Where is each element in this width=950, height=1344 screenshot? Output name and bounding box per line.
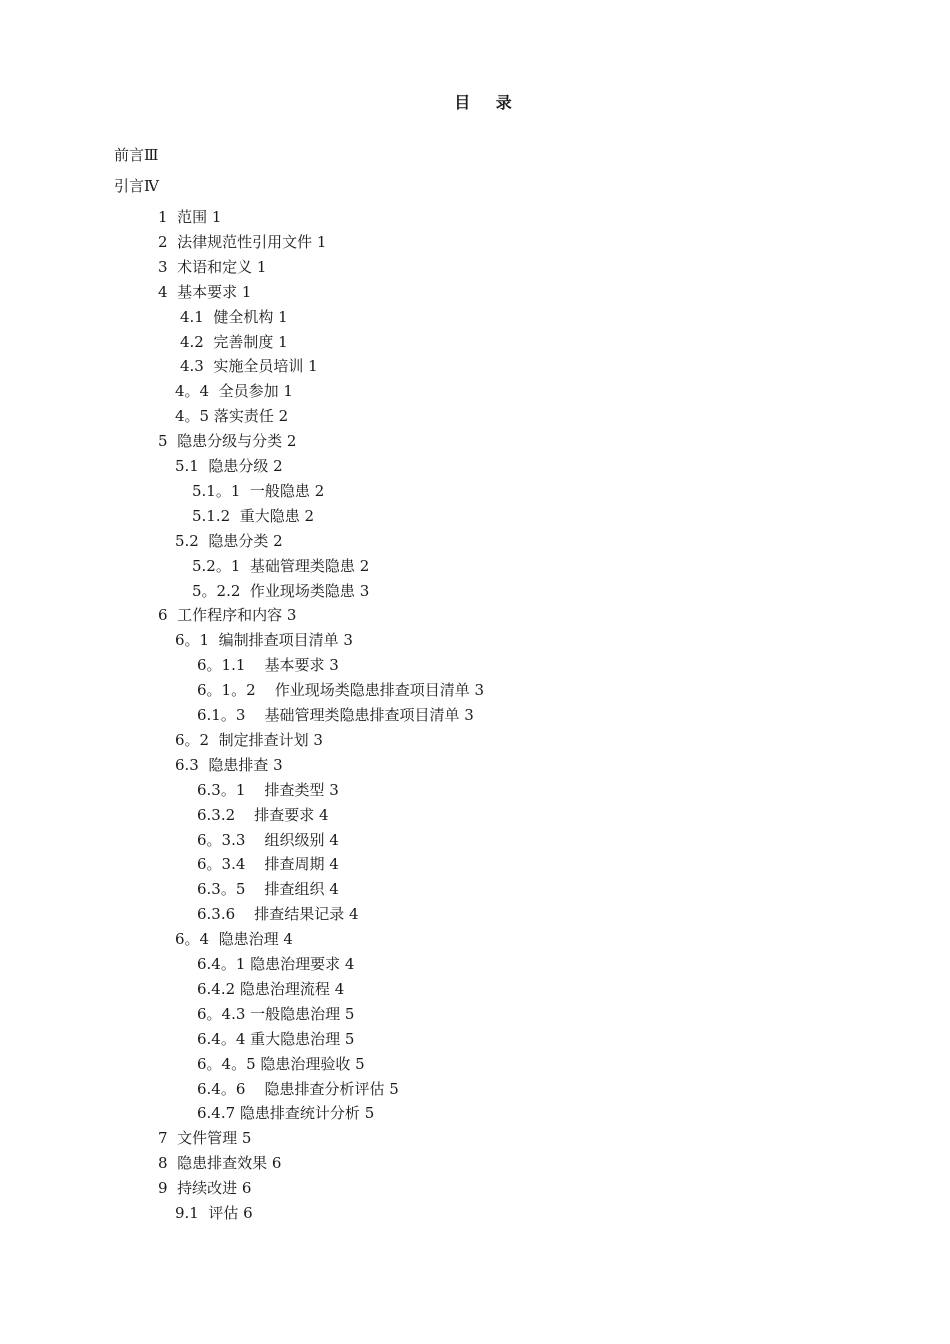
toc-entry: 6。1.1 基本要求 3 (197, 656, 339, 675)
toc-entry: 4.1 健全机构 1 (180, 307, 288, 326)
toc-entry: 6.3。5 排查组织 4 (197, 880, 339, 899)
toc-entry: 7 文件管理 5 (158, 1129, 252, 1148)
toc-entry: 5.1。1 一般隐患 2 (192, 481, 325, 500)
toc-entry: 5。2.2 作业现场类隐患 3 (192, 581, 370, 600)
toc-entry: 6。1 编制排查项目清单 3 (175, 631, 353, 650)
toc-title: 目 录 (454, 93, 522, 112)
toc-entry: 6.3。1 排查类型 3 (197, 780, 339, 799)
toc-entry: 6。3.4 排查周期 4 (197, 855, 339, 874)
toc-entry: 5.2。1 基础管理类隐患 2 (192, 556, 370, 575)
toc-entry: 6.4.2 隐患治理流程 4 (197, 979, 345, 998)
toc-entry: 4。5 落实责任 2 (175, 407, 289, 426)
toc-entry: 4.2 完善制度 1 (180, 332, 288, 351)
toc-entry: 5.2 隐患分类 2 (175, 531, 283, 550)
toc-entry: 6。3.3 组织级别 4 (197, 830, 339, 849)
toc-entry: 引言Ⅳ (114, 177, 159, 195)
toc-entry: 6.4.7 隐患排查统计分析 5 (197, 1104, 375, 1123)
toc-entry: 6.4。6 隐患排查分析评估 5 (197, 1079, 399, 1098)
toc-entry: 5.1 隐患分级 2 (175, 457, 283, 475)
toc-entry: 3 术语和定义 1 (158, 257, 267, 276)
toc-entry: 6。4 隐患治理 4 (175, 930, 293, 949)
toc-entry: 6。1。2 作业现场类隐患排查项目清单 3 (197, 681, 485, 700)
toc-entry: 4.3 实施全员培训 1 (180, 357, 318, 376)
toc-entry: 4 基本要求 1 (158, 282, 252, 301)
toc-entry: 1 范围 1 (158, 208, 222, 226)
toc-entry: 5.1.2 重大隐患 2 (192, 506, 315, 525)
toc-entry: 6.3 隐患排查 3 (175, 755, 283, 774)
toc-entry: 5 隐患分级与分类 2 (158, 432, 297, 451)
toc-entry: 2 法律规范性引用文件 1 (158, 232, 327, 251)
toc-entry: 6.4。1 隐患治理要求 4 (197, 955, 355, 973)
toc-entry: 6 工作程序和内容 3 (158, 606, 297, 625)
toc-entry: 9 持续改进 6 (158, 1179, 252, 1198)
toc-entry: 6.3.2 排查要求 4 (197, 805, 329, 824)
toc-entry: 6.3.6 排查结果记录 4 (197, 905, 359, 924)
toc-entry: 9.1 评估 6 (175, 1204, 253, 1222)
toc-entry: 6.1。3 基础管理类隐患排查项目清单 3 (197, 706, 474, 724)
toc-entry: 6。2 制定排查计划 3 (175, 730, 323, 749)
toc-entry: 4。4 全员参加 1 (175, 382, 293, 401)
toc-entry: 6.4。4 重大隐患治理 5 (197, 1029, 355, 1048)
toc-entry: 8 隐患排查效果 6 (158, 1154, 282, 1173)
toc-entry: 6。4.3 一般隐患治理 5 (197, 1004, 355, 1023)
toc-entry: 6。4。5 隐患治理验收 5 (197, 1054, 365, 1073)
toc-entry: 前言Ⅲ (114, 146, 159, 164)
